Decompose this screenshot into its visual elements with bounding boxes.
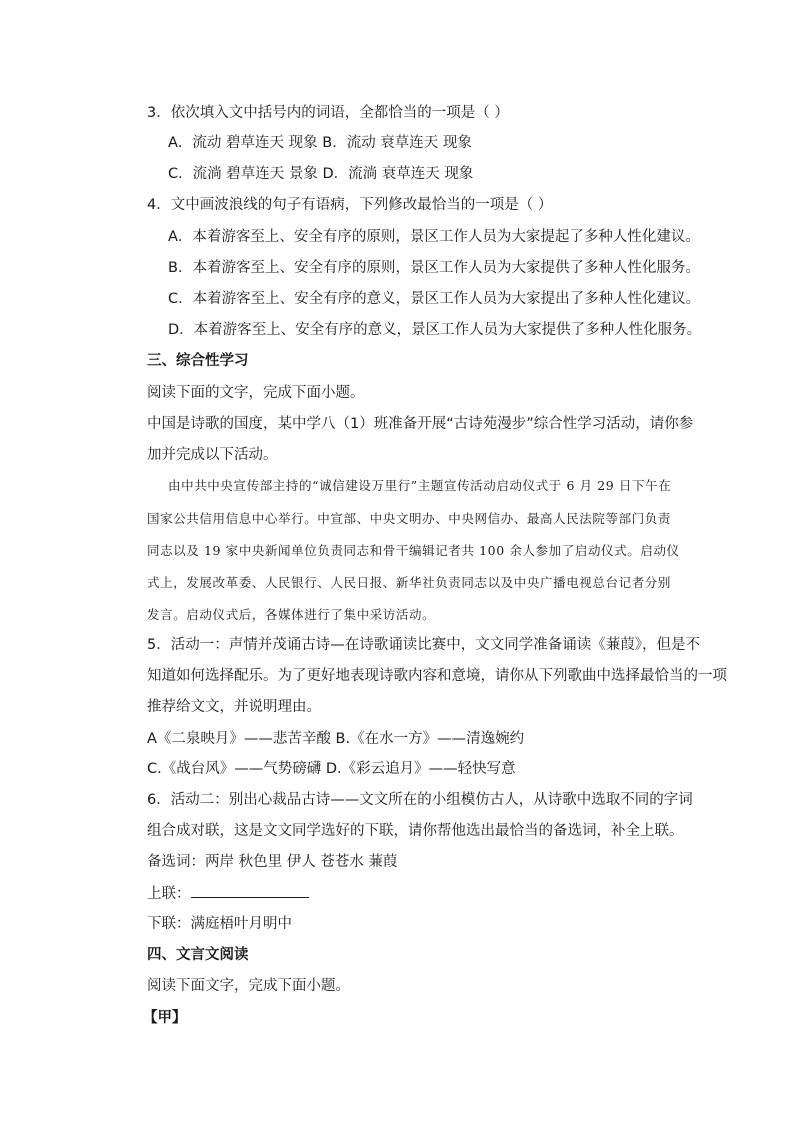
news-line-5: 发言。启动仪式后，各媒体进行了集中采访活动。: [147, 607, 436, 622]
section-3-intro-line-1: 中国是诗歌的国度，某中学八（1）班准备开展“古诗苑漫步”综合性学习活动，请你参: [147, 416, 694, 432]
q4-option-b: B．本着游客至上、安全有序的原则，景区工作人员为大家提供了多种人性化服务。: [168, 260, 700, 276]
q3-options-row-1: A．流动 碧草连天 现象 B．流动 衰草连天 现象: [168, 135, 472, 151]
q4-option-c: C．本着游客至上、安全有序的意义，景区工作人员为大家提出了多种人性化建议。: [168, 291, 701, 307]
section-3-heading: 三、综合性学习: [147, 353, 249, 369]
section-4-instruction: 阅读下面文字，完成下面小题。: [147, 978, 350, 994]
q6-line-2: 组合成对联，这是文文同学选好的下联，请你帮他选出最恰当的备选词，补全上联。: [147, 823, 684, 839]
q5-options-row-1: A《二泉映月》——悲苦辛酸 B.《在水一方》——清逸婉约: [147, 731, 525, 747]
q5-line-3: 推荐给文文，并说明理由。: [147, 699, 321, 715]
q3-stem: 3．依次填入文中括号内的词语，全都恰当的一项是（ ）: [147, 105, 509, 121]
q5-line-1: 5．活动一：声情并茂诵古诗—在诗歌诵读比赛中，文文同学准备诵读《蒹葭》，但是不: [147, 637, 700, 653]
q6-lower-couplet: 下联：满庭梧叶月明中: [147, 916, 292, 932]
section-3-instruction: 阅读下面的文字，完成下面小题。: [147, 385, 365, 401]
q4-option-d: D．本着游客至上、安全有序的意义，景区工作人员为大家提供了多种人性化服务。: [168, 322, 702, 338]
news-line-3: 同志以及 19 家中央新闻单位负责同志和骨干编辑记者共 100 余人参加了启动仪式。启动仪: [147, 543, 680, 558]
q5-line-2: 知道如何选择配乐。为了更好地表现诗歌内容和意境，请你从下列歌曲中选择最恰当的一项: [147, 668, 727, 684]
q6-upper-couplet: [147, 883, 309, 904]
q6-line-1: 6．活动二：别出心裁品古诗——文文所在的小组模仿古人，从诗歌中选取不同的字词: [147, 792, 693, 808]
q3-options-row-2: C．流淌 碧草连天 景象 D．流淌 衰草连天 现象: [168, 166, 474, 182]
q6-upper-blank: [191, 883, 309, 898]
section-4-heading: 四、文言文阅读: [147, 947, 249, 963]
news-line-1: 由中共中央宣传部主持的“诚信建设万里行”主题宣传活动启动仪式于 6 月 29 日下午在: [168, 478, 672, 493]
q4-option-a: A．本着游客至上、安全有序的原则，景区工作人员为大家提起了多种人性化建议。: [168, 229, 700, 245]
section-4-jia-label: 【甲】: [143, 1010, 187, 1026]
q6-upper-label: 上联：: [147, 886, 191, 902]
q4-stem: 4．文中画波浪线的句子有语病，下列修改最恰当的一项是（ ）: [147, 197, 553, 213]
q5-options-row-2: C.《战台风》——气势磅礴 D.《彩云追月》——轻快写意: [147, 761, 516, 777]
q6-candidates: 备选词：两岸 秋色里 伊人 苍苍水 蒹葭: [147, 854, 398, 870]
news-line-4: 式上，发展改革委、人民银行、人民日报、新华社负责同志以及中央广播电视总台记者分别: [147, 575, 672, 590]
section-3-intro-line-2: 加并完成以下活动。: [147, 447, 278, 463]
news-line-2: 国家公共信用信息中心举行。中宣部、中央文明办、中央网信办、最高人民法院等部门负责: [147, 511, 672, 526]
